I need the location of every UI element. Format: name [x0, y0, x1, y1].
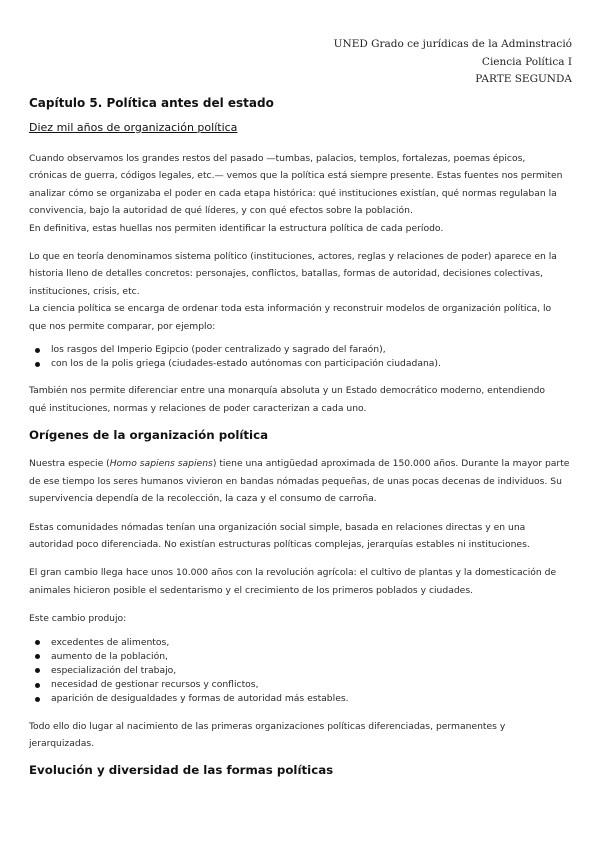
text-line: instituciones, crisis, etc. — [29, 285, 140, 297]
paragraph-comparison — [29, 382, 574, 417]
text-line: El gran cambio llega hace unos 10.000 años con la revolución agrícola: el cultivo de plantas y la domesticación de — [29, 567, 557, 579]
header-line-part: PARTE SEGUNDA — [475, 73, 572, 85]
comparison-list — [29, 343, 574, 371]
text-line: qué instituciones, normas y relaciones de poder caracterizan a cada uno. — [29, 402, 367, 414]
text-line: animales hicieron posible el sedentarismo y el crecimiento de los primeros poblados y ciudades. — [29, 584, 474, 596]
text-line: autoridad poco diferenciada. No existían estructuras políticas complejas, jerarquías estables ni instituciones. — [29, 538, 530, 550]
header-line-subject: Ciencia Política I — [481, 55, 572, 68]
paragraph-species — [29, 455, 574, 507]
list-item: especialización del trabajo, — [51, 664, 574, 678]
text-line: Lo que en teoría denominamos sistema político (instituciones, actores, reglas y relaciones de poder) aparece en la — [29, 251, 557, 263]
list-item: excedentes de alimentos, — [51, 636, 574, 650]
header-line-course: UNED Grado ce jurídicas de la Adminstració — [333, 38, 572, 50]
list-item: con los de la polis griega (ciudades-estado autónomas con participación ciudadana). — [51, 357, 574, 371]
section-title-origins: Orígenes de la organización política — [29, 428, 269, 443]
list-item: aparición de desigualdades y formas de autoridad más estables. — [51, 692, 574, 706]
text-line: analizar cómo se organizaba el poder en cada etapa histórica: qué instituciones existían, qué normas regulaban la — [29, 187, 557, 199]
text-line: Estas comunidades nómadas tenían una organización social simple, basada en relaciones directas y en una — [29, 521, 526, 533]
text-line: En definitiva, estas huellas nos permiten identificar la estructura política de cada período. — [29, 222, 444, 234]
text-line: historia lleno de detalles concretos: personajes, conflictos, batallas, formas de autoridad, decisiones colectivas, — [29, 268, 543, 280]
chapter-subtitle: Diez mil años de organización política — [29, 121, 238, 134]
text-line: que nos permite comparar, por ejemplo: — [29, 320, 216, 332]
paragraph-political-system — [29, 248, 574, 335]
page-header — [334, 36, 572, 89]
text-line: supervivencia dependía de la recolección, la caza y el consumo de carroña. — [29, 493, 377, 505]
paragraph-agriculture — [29, 564, 574, 599]
text-line: jerarquizadas. — [29, 737, 95, 749]
list-item: aumento de la población, — [51, 650, 574, 664]
list-item: los rasgos del Imperio Egipcio (poder centralizado y sagrado del faraón), — [51, 343, 574, 357]
section-title-evolution: Evolución y diversidad de las formas políticas — [29, 763, 334, 778]
paragraph-nomadic — [29, 519, 574, 554]
species-name: Homo sapiens sapiens — [109, 458, 213, 470]
document-body — [29, 96, 574, 790]
paragraph-intro — [29, 150, 574, 237]
effects-list — [29, 636, 574, 707]
text-line: Cuando observamos los grandes restos del pasado —tumbas, palacios, templos, fortalezas, poemas épicos, — [29, 153, 526, 164]
text-fragment: ) tiene una antigüedad aproximada de 150.000 años. Durante la mayor parte — [212, 458, 570, 470]
text-line: La ciencia política se encarga de ordenar toda esta información y reconstruir modelos de organización política, lo — [29, 303, 552, 315]
text-fragment: Nuestra especie ( — [29, 458, 110, 470]
text-line — [29, 455, 574, 472]
paragraph-conclusion — [29, 718, 574, 753]
text-line: crónicas de guerra, códigos legales, etc.— vemos que la política está siempre presente. Estas fuentes nos permiten — [29, 170, 563, 182]
chapter-title: Capítulo 5. Política antes del estado — [29, 96, 274, 110]
list-item: necesidad de gestionar recursos y conflictos, — [51, 678, 574, 692]
text-line: convivencia, bajo la autoridad de qué líderes, y con qué efectos sobre la población. — [29, 205, 413, 217]
text-line: Todo ello dio lugar al nacimiento de las primeras organizaciones políticas diferenciadas, permanentes y — [29, 720, 506, 732]
paragraph-change: Este cambio produjo: — [29, 613, 127, 625]
text-line: de ese tiempo los seres humanos vivieron en bandas nómadas pequeñas, de unas pocas decenas de individuos. Su — [29, 475, 562, 487]
text-line: También nos permite diferenciar entre una monarquía absoluta y un Estado democrático moderno, entendiendo — [29, 385, 546, 397]
